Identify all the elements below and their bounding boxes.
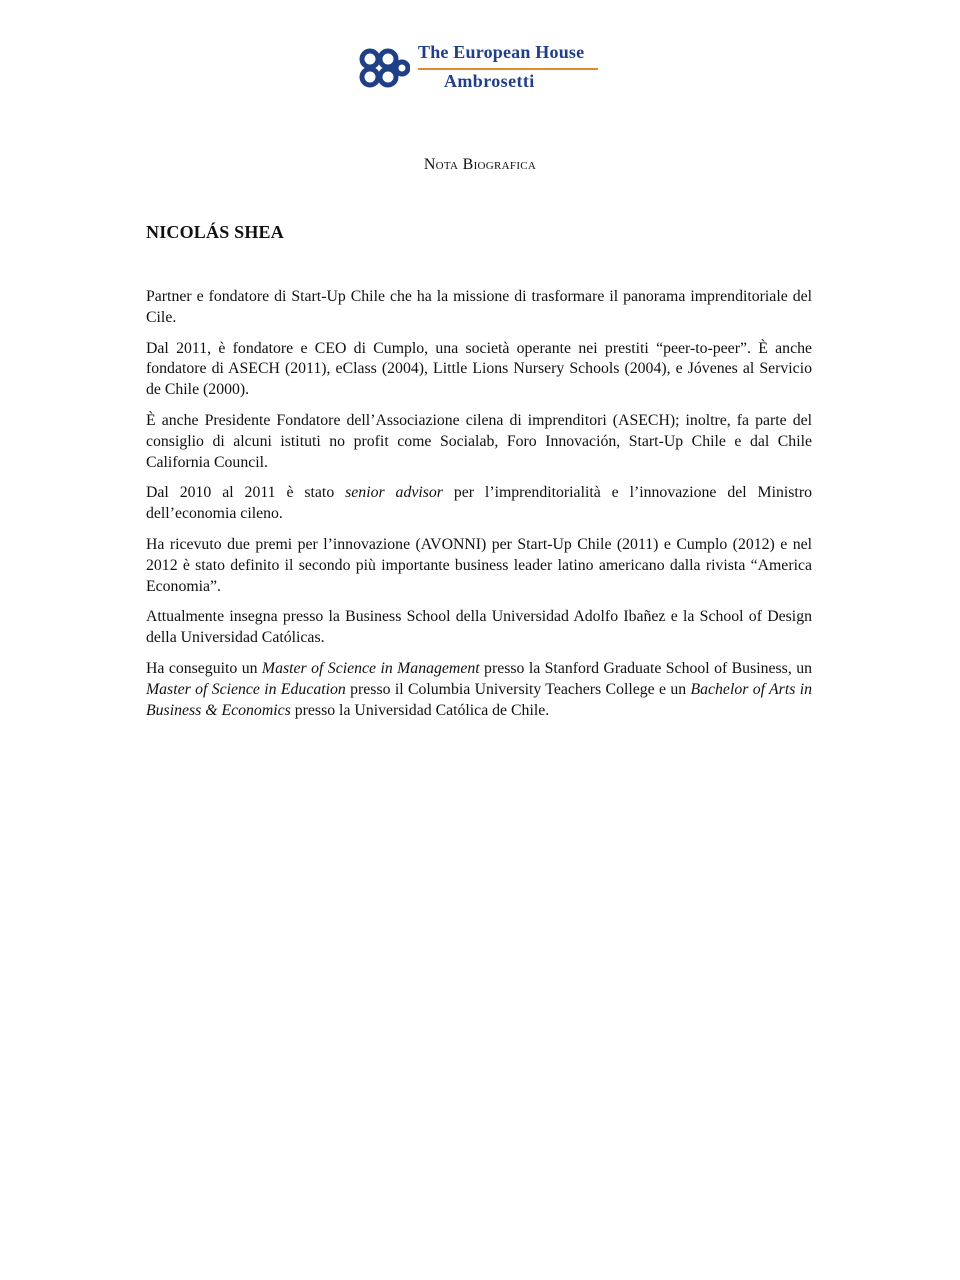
bio-paragraph-2: Dal 2011, è fondatore e CEO di Cumplo, una società operante nei prestiti “peer-to-peer”. È anche fondatore di ASECH (2011), eClass (2004), Little Lions Nursery Schools (2004), e Jóvenes al Servicio de Chile (2000).	[146, 339, 812, 399]
bio-paragraph-3: È anche Presidente Fondatore dell’Associazione cilena di imprenditori (ASECH); inoltre, fa parte del consiglio di alcuni istituti no profit come Socialab, Foro Innovación, Start-Up Chile e dal Chile California Council.	[146, 411, 812, 471]
bio-text: presso la Stanford Graduate School of Business, un	[479, 659, 812, 677]
bio-paragraph-1: Partner e fondatore di Start-Up Chile che ha la missione di trasformare il panorama imprenditoriale del Cile.	[146, 288, 812, 326]
bio-text: presso il Columbia University Teachers College e un	[345, 680, 691, 698]
bio-paragraph-4	[146, 483, 812, 525]
ambrosetti-logo-mark-icon	[358, 46, 410, 90]
biography-body	[146, 287, 812, 731]
bio-paragraph-6: Attualmente insegna presso la Business School della Universidad Adolfo Ibañez e la School of Design della Universidad Católicas.	[146, 608, 812, 647]
document-title: Nota Biografica	[423, 156, 537, 173]
bio-emphasis: Master of Science in Education	[146, 680, 346, 698]
bio-emphasis: Master of Science in Management	[261, 659, 480, 677]
company-logo	[356, 40, 606, 98]
logo-divider	[418, 68, 598, 70]
bio-text: Ha conseguito un	[146, 659, 262, 677]
bio-emphasis: senior advisor	[345, 484, 443, 502]
bio-paragraph-7	[146, 659, 812, 721]
bio-paragraph-5: Ha ricevuto due premi per l’innovazione (AVONNI) per Start-Up Chile (2011) e Cumplo (2012) e nel 2012 è stato definito il secondo più importante business leader latino americano dalla rivista “America Economia”.	[146, 535, 812, 595]
bio-text: per l’imprenditorialità e l’innovazione del Ministro dell’economia cileno.	[146, 484, 812, 523]
person-name: NICOLÁS SHEA	[146, 222, 284, 242]
bio-text: Dal 2010 al 2011 è stato	[146, 484, 346, 502]
logo-text-line2: Ambrosetti	[444, 71, 535, 91]
bio-emphasis: Bachelor of Arts in Business & Economics	[146, 680, 812, 719]
logo-text-line1: The European House	[418, 42, 585, 62]
bio-text: presso la Universidad Católica de Chile.	[290, 701, 550, 719]
